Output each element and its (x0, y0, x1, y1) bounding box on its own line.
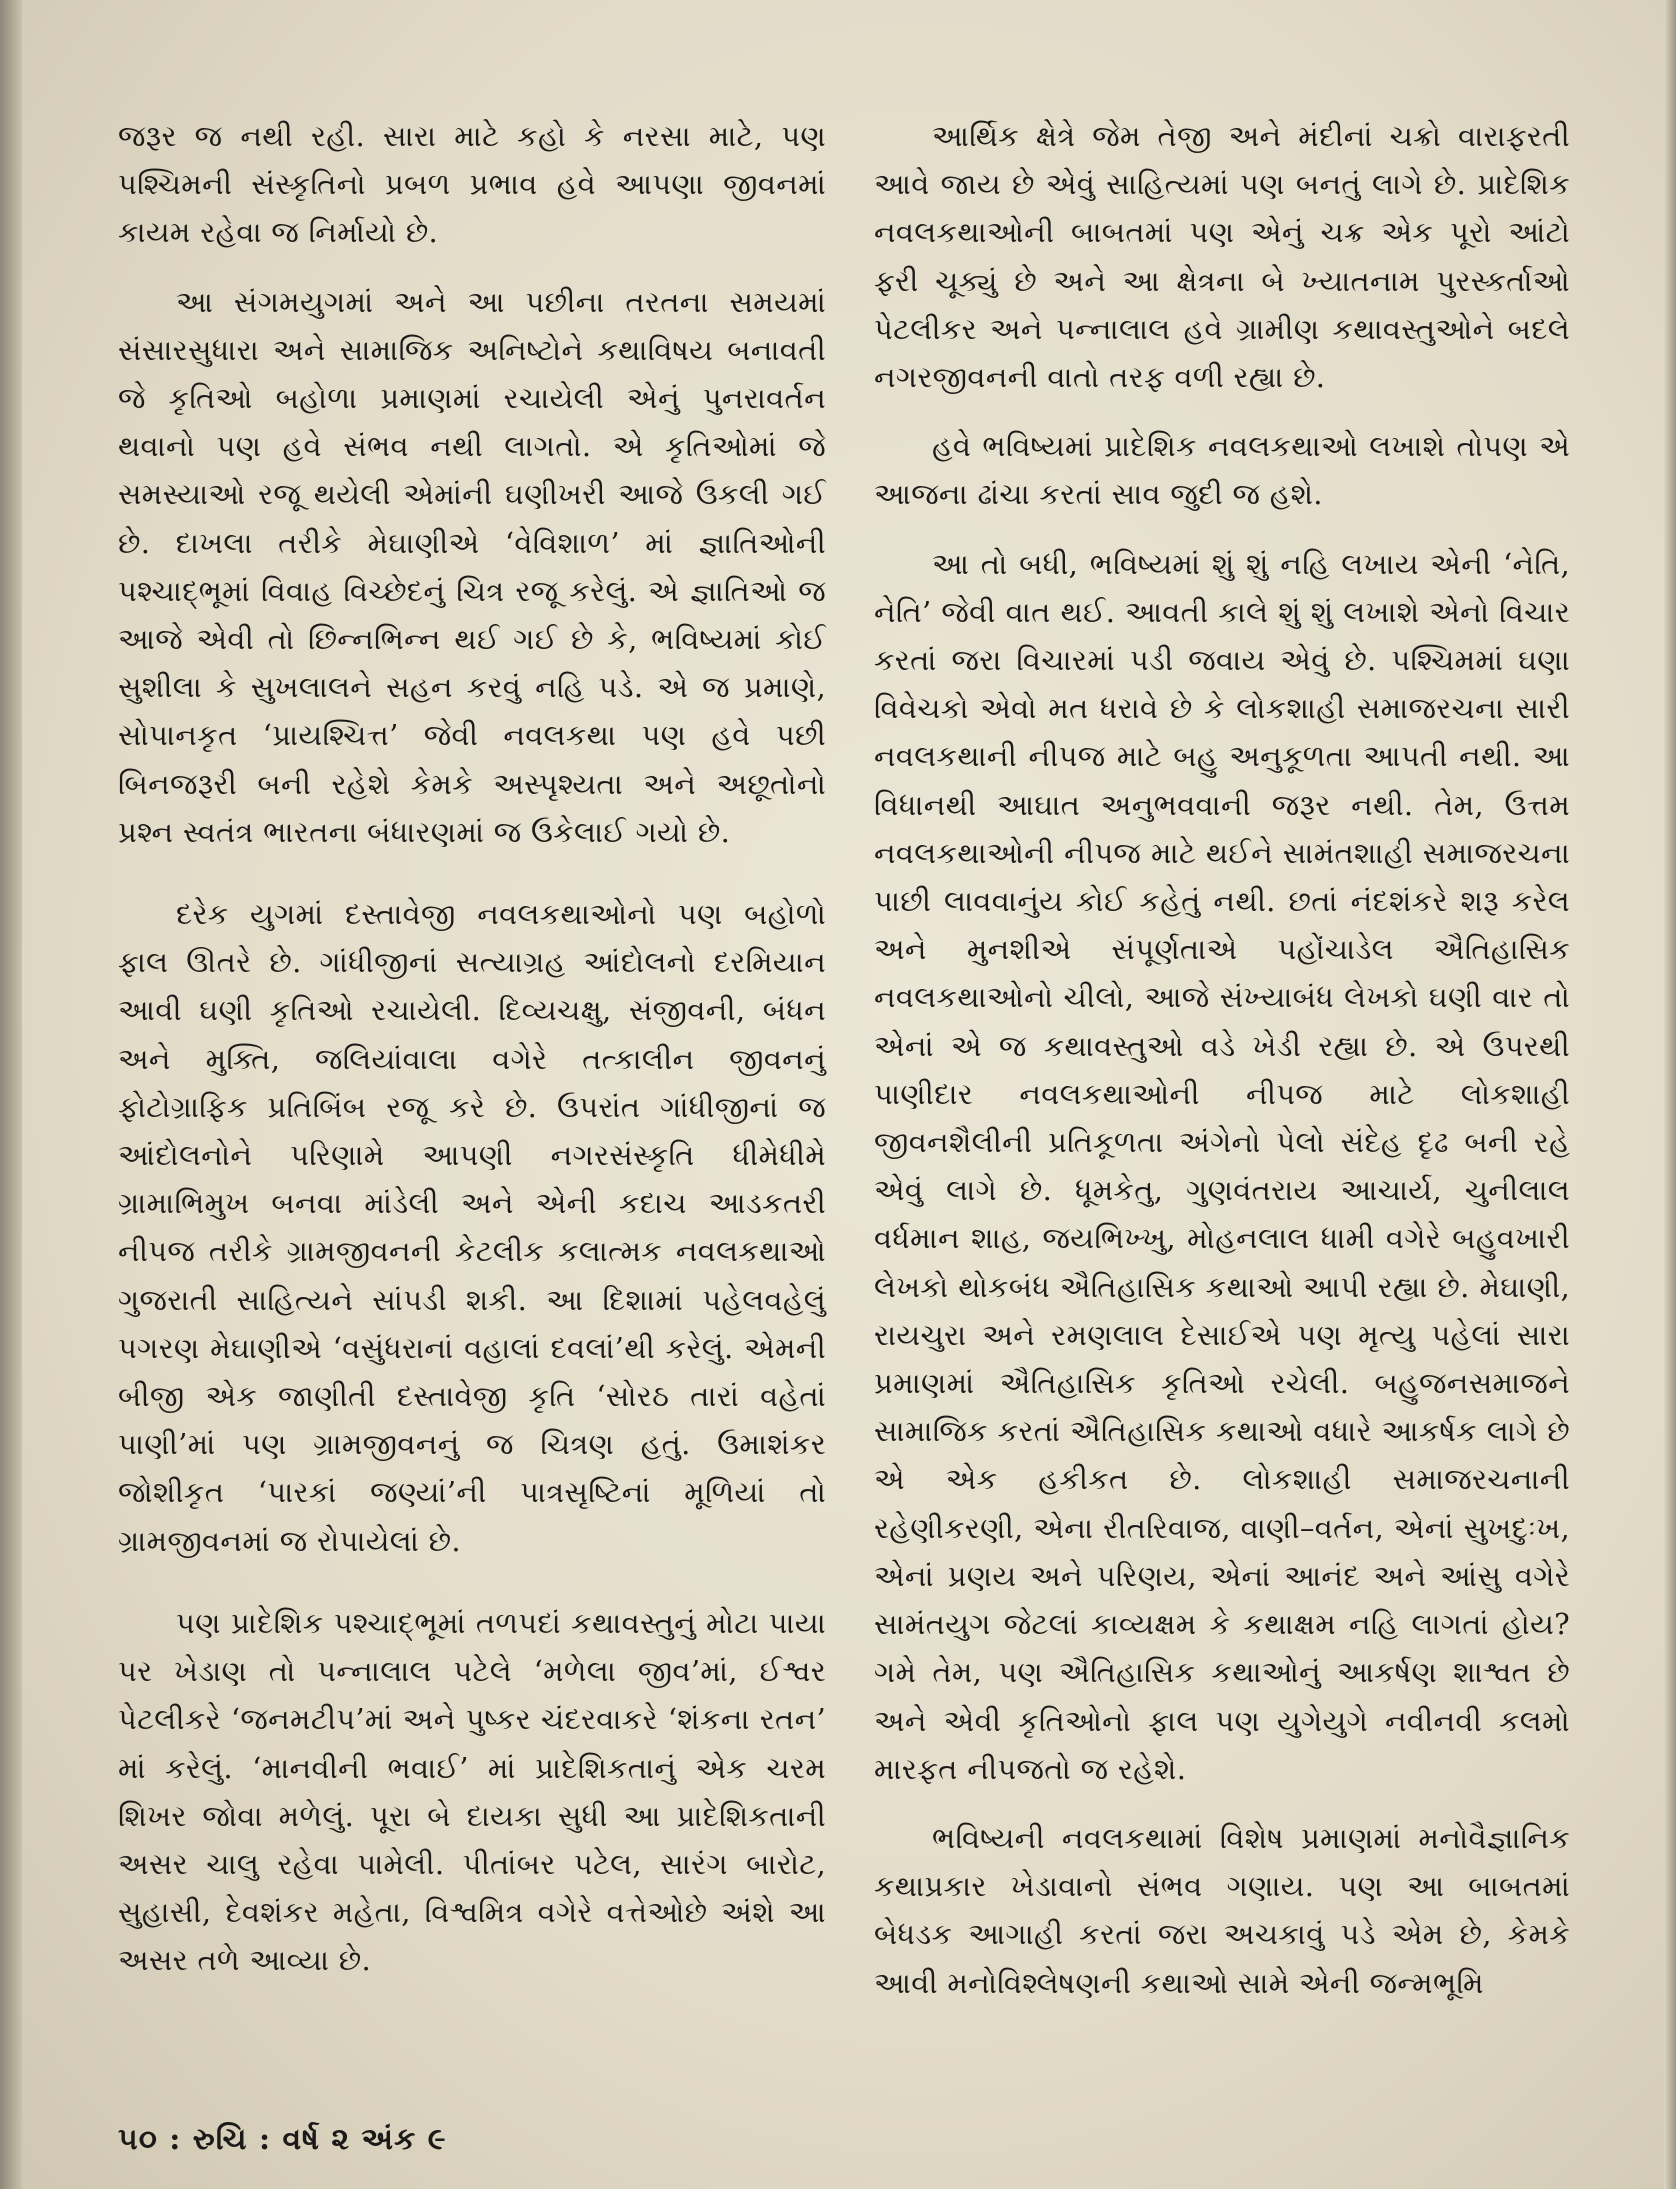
page-footer: ૫૦ : રુચિ : વર્ષ ૨ અંક ૯ (118, 2122, 447, 2157)
paragraph: આ તો બધી, ભવિષ્યમાં શું શું નહિ લખાય એની ‘નેતિ, નેતિ’ જેવી વાત થઈ. આવતી કાલે શું શું લખાશે એનો વિચાર કરતાં જરા વિચારમાં પડી જવાય એવું છે. પશ્ચિમમાં ઘણા વિવેચકો એવો મત ધરાવે છે કે લોકશાહી સમાજરચના સારી નવલકથાની નીપજ માટે બહુ અનુકૂળતા આપતી નથી. આ વિધાનથી આઘાત અનુભવવાની જરૂર નથી. તેમ, ઉત્તમ નવલકથાઓની નીપજ માટે થઈને સામંતશાહી સમાજરચના પાછી લાવવાનુંય કોઈ કહેતું નથી. છતાં નંદશંકરે શરૂ કરેલ અને મુનશીએ સંપૂર્ણતાએ પહોંચાડેલ ઐતિહાસિક નવલકથાઓનો ચીલો, આજે સંખ્યાબંધ લેખકો ઘણી વાર તો એનાં એ જ કથાવસ્તુઓ વડે ખેડી રહ્યા છે. એ ઉપરથી પાણીદાર નવલકથાઓની નીપજ માટે લોકશાહી જીવનશૈલીની પ્રતિકૂળતા અંગેનો પેલો સંદેહ દૃઢ બની રહે એવું લાગે છે. ધૂમકેતુ, ગુણવંતરાય આચાર્ય, ચુનીલાલ વર્ધમાન શાહ, જયભિખ્ખુ, મોહનલાલ ધામી વગેરે બહુવખારી લેખકો થોકબંધ ઐતિહાસિક કથાઓ આપી રહ્યા છે. મેઘાણી, રાયચુરા અને રમણલાલ દેસાઈએ પણ મૃત્યુ પહેલાં સારા પ્રમાણમાં ઐતિહાસિક કૃતિઓ રચેલી. બહુજનસમાજને સામાજિક કરતાં ઐતિહાસિક કથાઓ વધારે આકર્ષક લાગે છે એ એક હકીકત છે. લોકશાહી સમાજરચનાની રહેણીકરણી, એના રીતરિવાજ, વાણી–વર્તન, એનાં સુખદુઃખ, એનાં પ્રણય અને પરિણય, એનાં આનંદ અને આંસુ વગેરે સામંતયુગ જેટલાં કાવ્યક્ષમ કે કથાક્ષમ નહિ લાગતાં હોય? ગમે તેમ, પણ ઐતિહાસિક કથાઓનું આકર્ષણ શાશ્વત છે અને એવી કૃતિઓનો ફાલ પણ યુગેયુગે નવીનવી કલમો મારફત નીપજતો જ રહેશે. (874, 546, 1570, 1786)
paragraph: જરૂર જ નથી રહી. સારા માટે કહો કે નરસા માટે, પણ પશ્ચિમની સંસ્કૃતિનો પ્રબળ પ્રભાવ હવે આપણા જીવનમાં કાયમ રહેવા જ નિર્માયો છે. (118, 119, 826, 250)
paragraph: પણ પ્રાદેશિક પશ્ચાદ્‌ભૂમાં તળપદાં કથાવસ્તુનું મોટા પાયા પર ખેડાણ તો પન્નાલાલ પટેલે ‘મળેલા જીવ’માં, ઈશ્વર પેટલીકરે ‘જનમટીપ’માં અને પુષ્કર ચંદરવાકરે ‘શંકના રતન’ માં કરેલું. ‘માનવીની ભવાઈ’ માં પ્રાદેશિકતાનું એક ચરમ શિખર જોવા મળેલું. પૂરા બે દાયકા સુધી આ પ્રાદેશિકતાની અસર ચાલુ રહેવા પામેલી. પીતાંબર પટેલ, સારંગ બારોટ, સુહાસી, દેવશંકર મહેતા, વિશ્વમિત્ર વગેરે વત્તેઓછે અંશે આ અસર તળે આવ્યા છે. (118, 1605, 826, 1978)
right-column (874, 112, 1570, 2028)
paragraph: હવે ભવિષ્યમાં પ્રાદેશિક નવલકથાઓ લખાશે તોપણ એ આજના ઢાંચા કરતાં સાવ જુદી જ હશે. (874, 429, 1570, 512)
paragraph: ભવિષ્યની નવલકથામાં વિશેષ પ્રમાણમાં મનોવૈજ્ઞાનિક કથાપ્રકાર ખેડાવાનો સંભવ ગણાય. પણ આ બાબતમાં બેધડક આગાહી કરતાં જરા અચકાવું પડે એમ છે, કેમકે આવી મનોવિશ્લેષણની કથાઓ સામે એની જન્મભૂમિ (874, 1820, 1570, 2000)
left-column (118, 112, 826, 2006)
paragraph: દરેક યુગમાં દસ્તાવેજી નવલકથાઓનો પણ બહોળો ફાલ ઊતરે છે. ગાંધીજીનાં સત્યાગ્રહ આંદોલનો દરમિયાન આવી ઘણી કૃતિઓ રચાયેલી. દિવ્યચક્ષુ, સંજીવની, બંધન અને મુક્તિ, જલિયાંવાલા વગેરે તત્કાલીન જીવનનું ફોટોગ્રાફિક પ્રતિબિંબ રજૂ કરે છે. ઉપરાંત ગાંધીજીનાં જ આંદોલનોને પરિણામે આપણી નગરસંસ્કૃતિ ધીમેધીમે ગ્રામાભિમુખ બનવા માંડેલી અને એની કદાચ આડકતરી નીપજ તરીકે ગ્રામજીવનની કેટલીક કલાત્મક નવલકથાઓ ગુજરાતી સાહિત્યને સાંપડી શકી. આ દિશામાં પહેલવહેલું પગરણ મેઘાણીએ ‘વસુંધરાનાં વહાલાં દવલાં’થી કરેલું. એમની બીજી એક જાણીતી દસ્તાવેજી કૃતિ ‘સોરઠ તારાં વહેતાં પાણી’માં પણ ગ્રામજીવનનું જ ચિત્રણ હતું. ઉમાશંકર જોશીકૃત ‘પારકાં જણ્યાં’ની પાત્રસૃષ્ટિનાં મૂળિયાં તો ગ્રામજીવનમાં જ રોપાયેલાં છે. (118, 897, 826, 1558)
paragraph: આ સંગમયુગમાં અને આ પછીના તરતના સમયમાં સંસારસુધારા અને સામાજિક અનિષ્ટોને કથાવિષય બનાવતી જે કૃતિઓ બહોળા પ્રમાણમાં રચાયેલી એનું પુનરાવર્તન થવાનો પણ હવે સંભવ નથી લાગતો. એ કૃતિઓમાં જે સમસ્યાઓ રજૂ થયેલી એમાંની ઘણીખરી આજે ઉકલી ગઈ છે. દાખલા તરીકે મેઘાણીએ ‘વેવિશાળ’ માં જ્ઞાતિઓની પશ્ચાદ્‌ભૂમાં વિવાહ વિચ્છેદનું ચિત્ર રજૂ કરેલું. એ જ્ઞાતિઓ જ આજે એવી તો છિન્નભિન્ન થઈ ગઈ છે કે, ભવિષ્યમાં કોઈ સુશીલા કે સુખલાલને સહન કરવું નહિ પડે. એ જ પ્રમાણે, સોપાનકૃત ‘પ્રાયશ્ચિત્ત’ જેવી નવલકથા પણ હવે પછી બિનજરૂરી બની રહેશે કેમકે અસ્પૃશ્યતા અને અછૂતોનો પ્રશ્ન સ્વતંત્ર ભારતના બંધારણમાં જ ઉકેલાઈ ગયો છે. (118, 284, 826, 849)
paragraph: આર્થિક ક્ષેત્રે જેમ તેજી અને મંદીનાં ચક્રો વારાફરતી આવે જાય છે એવું સાહિત્યમાં પણ બનતું લાગે છે. પ્રાદેશિક નવલકથાઓની બાબતમાં પણ એનું ચક્ર એક પૂરો આંટો ફરી ચૂક્યું છે અને આ ક્ષેત્રના બે ખ્યાતનામ પુરસ્કર્તાઓ પેટલીકર અને પન્નાલાલ હવે ગ્રામીણ કથાવસ્તુઓને બદલે નગરજીવનની વાતો તરફ વળી રહ્યા છે. (874, 119, 1570, 395)
page-fold-shadow (0, 0, 22, 2189)
page-edge-shadow (1664, 0, 1676, 2189)
